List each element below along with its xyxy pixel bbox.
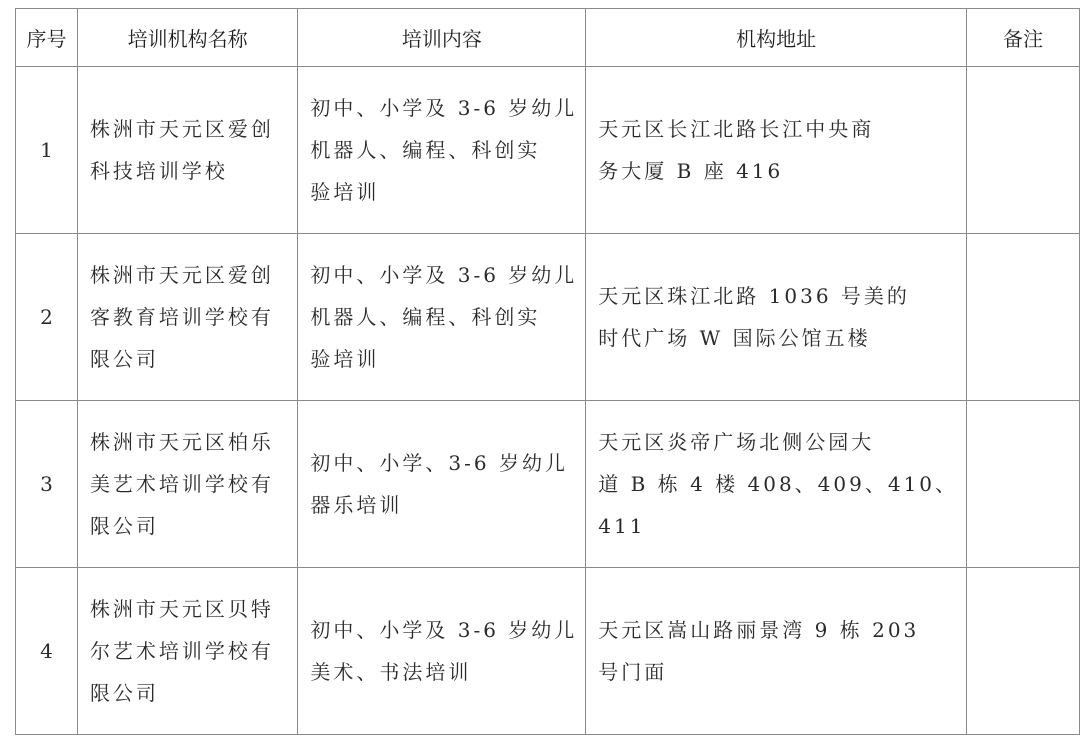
text-line: 株洲市天元区爱创 — [89, 263, 274, 287]
header-note: 备注 — [967, 9, 1080, 67]
text-line: 天元区炎帝广场北侧公园大 — [598, 430, 875, 454]
note-cell — [967, 67, 1080, 234]
header-address: 机构地址 — [586, 9, 967, 67]
training-institutions-table — [15, 8, 1080, 735]
text-line: 务大厦 B 座 416 — [598, 159, 784, 183]
training-content — [298, 234, 586, 401]
text-line: 株洲市天元区贝特 — [89, 597, 274, 621]
text-line: 天元区珠江北路 1036 号美的 — [598, 284, 910, 308]
training-content — [298, 401, 586, 568]
text-line: 道 B 栋 4 楼 408、409、410、 — [598, 472, 959, 496]
training-content — [298, 568, 586, 735]
text-line: 411 — [598, 514, 646, 538]
institution-name — [77, 234, 297, 401]
institution-address — [586, 568, 967, 735]
text-line: 尔艺术培训学校有 — [89, 639, 274, 663]
header-no: 序号 — [16, 9, 78, 67]
row-number: 1 — [16, 67, 78, 234]
note-cell — [967, 568, 1080, 735]
note-cell — [967, 401, 1080, 568]
header-name: 培训机构名称 — [77, 9, 297, 67]
text-line: 号门面 — [598, 660, 668, 684]
text-line: 科技培训学校 — [89, 159, 228, 183]
text-line: 验培训 — [310, 347, 380, 371]
text-line: 天元区嵩山路丽景湾 9 栋 203 — [598, 618, 920, 642]
text-line: 初中、小学及 3-6 岁幼儿 — [310, 96, 578, 120]
table-row — [16, 568, 1080, 735]
text-line: 株洲市天元区爱创 — [89, 117, 274, 141]
text-line: 限公司 — [89, 681, 159, 705]
text-line: 时代广场 W 国际公馆五楼 — [598, 326, 871, 350]
text-line: 机器人、编程、科创实 — [310, 305, 541, 329]
text-line: 美艺术培训学校有 — [89, 472, 274, 496]
text-line: 美术、书法培训 — [310, 660, 472, 684]
text-line: 机器人、编程、科创实 — [310, 138, 541, 162]
institution-address — [586, 234, 967, 401]
institution-name — [77, 401, 297, 568]
institution-name — [77, 568, 297, 735]
institution-name — [77, 67, 297, 234]
text-line: 限公司 — [89, 514, 159, 538]
row-number: 3 — [16, 401, 78, 568]
training-content — [298, 67, 586, 234]
note-cell — [967, 234, 1080, 401]
table-row — [16, 67, 1080, 234]
text-line: 客教育培训学校有 — [89, 305, 274, 329]
table-row — [16, 401, 1080, 568]
header-content: 培训内容 — [298, 9, 586, 67]
text-line: 初中、小学、3-6 岁幼儿 — [310, 451, 568, 475]
text-line: 初中、小学及 3-6 岁幼儿 — [310, 263, 578, 287]
text-line: 初中、小学及 3-6 岁幼儿 — [310, 618, 578, 642]
row-number: 2 — [16, 234, 78, 401]
text-line: 株洲市天元区柏乐 — [89, 430, 274, 454]
text-line: 验培训 — [310, 180, 380, 204]
text-line: 限公司 — [89, 347, 159, 371]
row-number: 4 — [16, 568, 78, 735]
table-row — [16, 234, 1080, 401]
text-line: 天元区长江北路长江中央商 — [598, 117, 875, 141]
institution-address — [586, 67, 967, 234]
text-line: 器乐培训 — [310, 493, 403, 517]
institution-address — [586, 401, 967, 568]
table-header-row — [16, 9, 1080, 67]
